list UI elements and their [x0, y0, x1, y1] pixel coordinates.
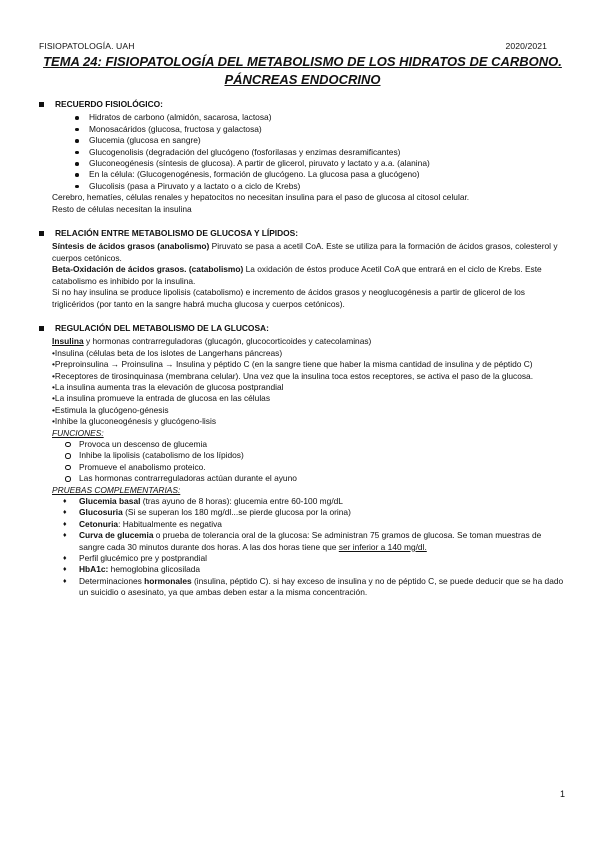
paragraph-text: Piruvato se pasa a acetil CoA. Este se utiliza para la formación de ácidos grasos, colesterol y cuerpos cetónicos.: [52, 241, 558, 263]
recuerdo-list: [39, 112, 567, 192]
list-item: Glucogenolisis (degradación del glucógeno (fosforilasas y enzimas desramificantes): [39, 147, 567, 158]
item-text: (insulina, péptido C). si hay exceso de insulina y no de péptido C, se puede deducir que se ha dado un suicidio o asesinato, ya que ambas deben estar a la misma concentración.: [79, 575, 564, 598]
bold-term: Beta-Oxidación de ácidos grasos. (catabolismo): [52, 264, 244, 275]
bold-term: HbA1c:: [79, 564, 109, 575]
list-item: [39, 553, 567, 564]
bold-term: Síntesis de ácidos grasos (anabolismo): [52, 241, 210, 252]
item-text: (Si se superan los 180 mg/dl...se pierde glucosa por la orina): [122, 507, 351, 518]
list-item: [39, 496, 567, 507]
item-text: o prueba de tolerancia oral de la glucosa: Se administran 75 gramos de glucosa. Se toman muestras de sangre cada 30 minutos durante dos horas. A las dos horas tiene que: [79, 530, 542, 552]
bullet-line: •Preproinsulina → Proinsulina → Insulina y péptido C (en la sangre tiene que haber la misma cantidad de insulina y de péptido C): [52, 359, 533, 370]
paragraph: Si no hay insulina se produce lipolisis (catabolismo) e incremento de ácidos grasos y neoglucogénesis a partir de glicerol de los triglicéridos (por tanto en la sangre habrá mucha glucosa y cuerpos cetónicos).: [52, 287, 525, 309]
item-text: (tras ayuno de 8 horas): glucemia entre 60-100 mg/dL: [140, 496, 343, 506]
paragraph: Cerebro, hematíes, células renales y hepatocitos no necesitan insulina para el paso de glucosa al citosol celular.: [52, 192, 470, 203]
section-heading-regulacion: REGULACIÓN DEL METABOLISMO DE LA GLUCOSA:: [39, 323, 567, 334]
list-item: [39, 530, 567, 553]
item-text: : Habitualmente es negativa: [118, 518, 222, 529]
bullet-line: •Inhibe la gluconeogénesis y glucógeno-lisis: [52, 416, 217, 427]
list-item: [39, 576, 567, 599]
paragraph: [39, 241, 567, 264]
item-text: Determinaciones: [79, 575, 145, 586]
list-item: Glucemia (glucosa en sangre): [39, 135, 567, 146]
section-heading-relacion: RELACIÓN ENTRE METABOLISMO DE GLUCOSA Y LÍPIDOS:: [39, 228, 567, 239]
header-right: 2020/2021: [505, 41, 547, 51]
list-item: Promueve el anabolismo proteico.: [39, 462, 567, 473]
bold-term: hormonales: [144, 575, 192, 586]
list-item: Monosacáridos (glucosa, fructosa y galactosa): [39, 124, 567, 135]
bullet-line: •Receptores de tirosinquinasa (membrana celular). Una vez que la insulina toca estos receptores, se activa el paso de la glucosa.: [52, 370, 534, 381]
subheading-pruebas: PRUEBAS COMPLEMENTARIAS:: [52, 484, 181, 495]
item-text: Perfil glucémico pre y postprandial: [79, 553, 208, 564]
bold-term: Glucemia basal: [79, 496, 141, 506]
paragraph-text: La oxidación de éstos produce Acetil CoA que entrará en el ciclo de Krebs. Este catabolismo es inhibido por la insulina.: [52, 264, 542, 286]
paragraph: [39, 264, 567, 287]
paragraph: Resto de células necesitan la insulina: [52, 203, 192, 214]
pruebas-list: [39, 496, 567, 599]
bullet-line: •Estimula la glucógeno-génesis: [52, 404, 169, 415]
list-item: Provoca un descenso de glucemia: [39, 439, 567, 450]
header-left: FISIOPATOLOGÍA. UAH: [39, 41, 135, 51]
list-item: [39, 564, 567, 575]
bullet-line: •La insulina aumenta tras la elevación de glucosa postprandial: [52, 381, 284, 392]
bullet-line: •La insulina promueve la entrada de glucosa en las células: [52, 393, 271, 404]
funciones-list: [39, 439, 567, 485]
bold-term: Glucosuria: [79, 507, 123, 518]
list-item: Glucolisis (pasa a Piruvato y a lactato o a ciclo de Krebs): [39, 181, 567, 192]
paragraph-text: y hormonas contrarreguladoras (glucagón, glucocorticoides y catecolaminas): [83, 336, 372, 347]
list-item: Hidratos de carbono (almidón, sacarosa, lactosa): [39, 112, 567, 123]
list-item: [39, 507, 567, 518]
document-title: TEMA 24: FISIOPATOLOGÍA DEL METABOLISMO DE LOS HIDRATOS DE CARBONO. PÁNCREAS ENDOCRINO: [43, 54, 562, 87]
document-body: [39, 99, 567, 599]
list-item: [39, 519, 567, 530]
list-item: En la célula: (Glucogenogénesis, formación de glucógeno. La glucosa pasa a glucógeno): [39, 169, 567, 180]
underlined-text: ser inferior a 140 mg/dl.: [338, 541, 427, 552]
list-item: Las hormonas contrarreguladoras actúan durante el ayuno: [39, 473, 567, 484]
list-item: Gluconeogénesis (síntesis de glucosa). A partir de glicerol, piruvato y lactato y a.a. (alanina): [39, 158, 567, 169]
bullet-line: •Insulina (células beta de los islotes de Langerhans páncreas): [52, 347, 283, 358]
page-number: 1: [559, 789, 565, 799]
bold-term: Insulina: [52, 336, 84, 347]
bold-term: Cetonuria: [79, 518, 119, 529]
subheading-funciones: FUNCIONES:: [52, 427, 104, 438]
bold-term: Curva de glucemia: [79, 530, 154, 541]
list-item: Inhibe la lipolisis (catabolismo de los lípidos): [39, 450, 567, 461]
item-text: hemoglobina glicosilada: [108, 564, 201, 575]
paragraph: [39, 336, 567, 347]
section-heading-recuerdo: RECUERDO FISIOLÓGICO:: [39, 99, 567, 110]
